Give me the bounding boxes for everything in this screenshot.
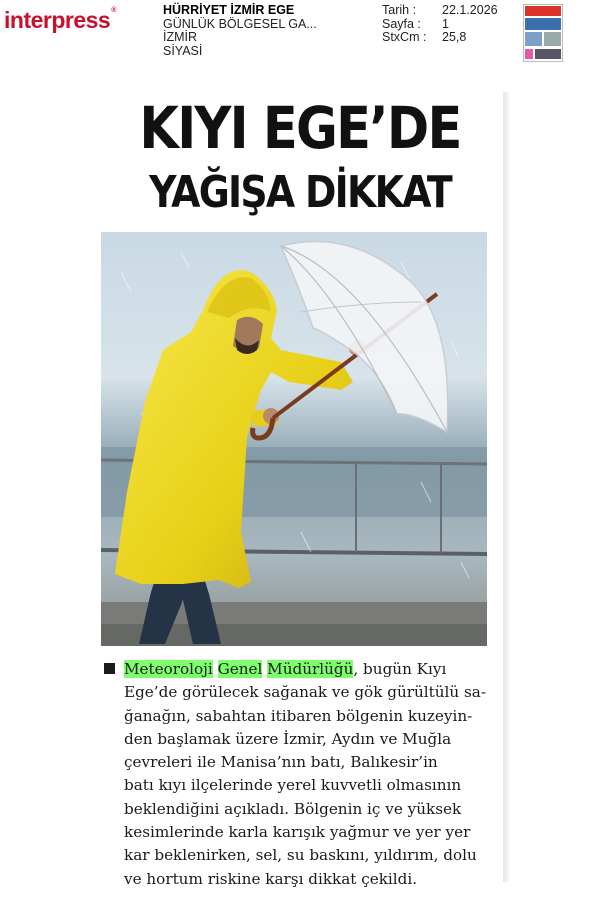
- article-headline: [100, 92, 500, 222]
- publication-name: HÜRRİYET İZMİR EGE: [163, 3, 295, 17]
- body-line-4: den başlamak üzere İzmir, Aydın ve Muğla: [124, 729, 452, 748]
- headline-line-1: KIYI EGE’DE: [139, 94, 461, 162]
- headline-line-2: YAĞIŞA DİKKAT: [149, 167, 451, 218]
- publication-city: İZMİR: [163, 30, 198, 44]
- highlight-mudurlugu: Müdürlüğü: [267, 660, 354, 678]
- body-line-3: ğanağın, sabahtan itibaren bölgenin kuzeyin-: [124, 706, 473, 725]
- body-line-9: kar beklenirken, sel, su baskını, yıldırım, dolu: [124, 846, 477, 865]
- article-body: [104, 658, 496, 891]
- bullet-marker: [104, 663, 115, 674]
- body-line-2: Ege’de görülecek sağanak ve gök gürültülü sa-: [124, 683, 486, 702]
- interpress-logo: interpress®: [4, 7, 116, 33]
- stat-stxcm: StxCm : 25,8: [382, 30, 467, 44]
- publication-period: GÜNLÜK BÖLGESEL GA...: [163, 16, 317, 31]
- article-shadow-edge: [503, 92, 509, 882]
- body-line-5: çevreleri ile Manisa’nın batı, Balıkesir’in: [124, 753, 438, 772]
- highlight-genel: Genel: [217, 660, 263, 678]
- body-line-8: kesimlerinde karla karışık yağmur ve yer yer: [124, 823, 471, 842]
- page-thumbnail[interactable]: [523, 4, 563, 62]
- clipping-stats: [382, 4, 498, 45]
- body-line-6: batı kıyı ilçelerinde yerel kuvvetli olmasının: [124, 776, 462, 795]
- clipping-meta: [163, 4, 317, 58]
- stat-page: Sayfa : 1: [382, 16, 449, 31]
- article-photo: [101, 232, 487, 646]
- body-line-1: Meteoroloji Genel Müdürlüğü, bugün Kıyı: [104, 658, 496, 681]
- body-line-7: beklendiğini açıkladı. Bölgenin iç ve yüksek: [124, 799, 462, 818]
- publication-category: SİYASİ: [163, 43, 203, 58]
- stat-date: Tarih : 22.1.2026: [382, 3, 498, 17]
- body-line-10: ve hortum riskine karşı dikkat çekildi.: [124, 869, 418, 888]
- highlight-meteoroloji: Meteoroloji: [124, 660, 213, 678]
